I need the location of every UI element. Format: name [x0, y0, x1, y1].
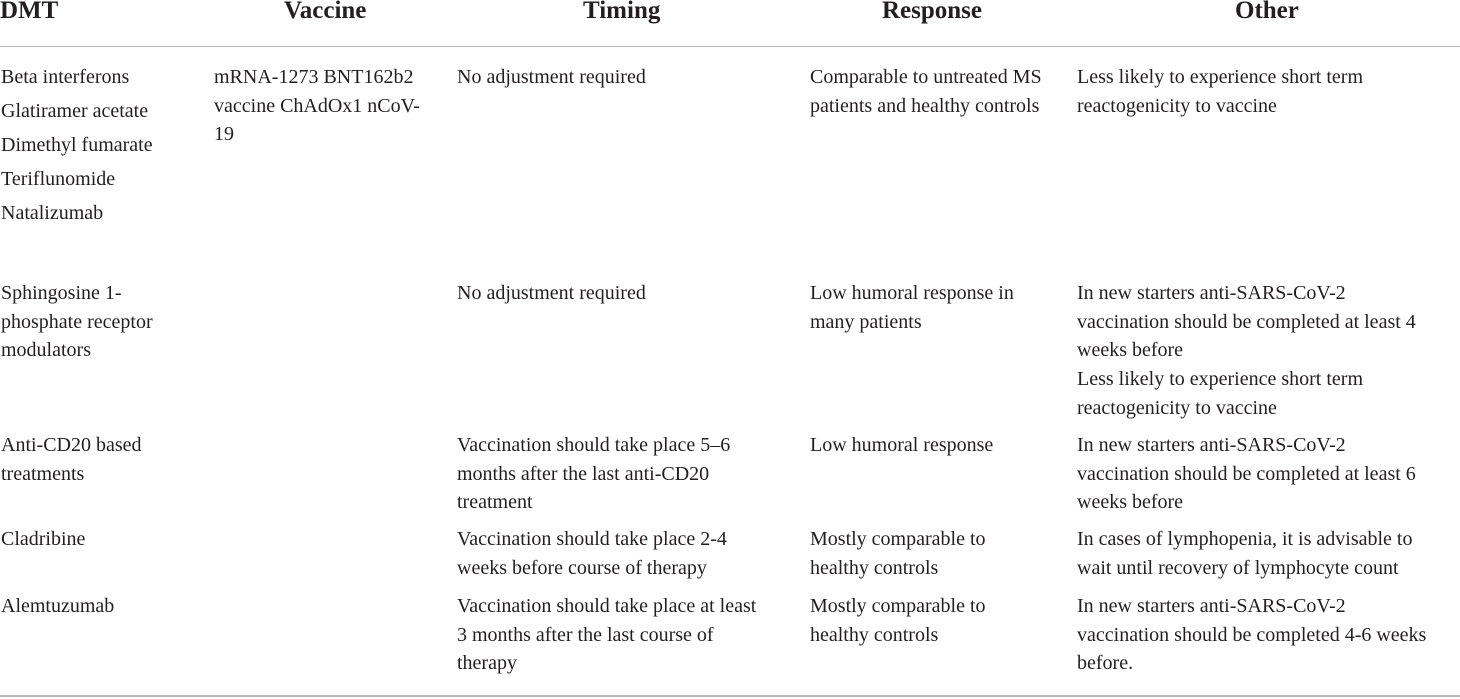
header-response: Response: [882, 0, 983, 24]
response-line: Comparable to untreated MS: [810, 66, 1042, 88]
other-line: before.: [1077, 652, 1134, 675]
header-timing: Timing: [583, 0, 661, 24]
timing-line: therapy: [457, 652, 517, 675]
response-line: patients and healthy controls: [810, 94, 1040, 117]
header-dmt: DMT: [0, 0, 59, 24]
row2-response-cell: [810, 279, 1014, 336]
other-line: weeks before: [1077, 491, 1184, 514]
timing-line: No adjustment required: [457, 282, 646, 304]
row3-timing-cell: [457, 431, 730, 517]
timing-line: months after the last anti-CD20: [457, 462, 710, 485]
row2-other-cell: [1077, 279, 1416, 423]
timing-line: No adjustment required: [457, 66, 646, 88]
row3-dmt-cell: [1, 431, 142, 488]
dmt-line: modulators: [1, 339, 91, 362]
dmt-line: Cladribine: [1, 528, 86, 550]
vaccine-line: 19: [214, 123, 234, 146]
dmt-name: Teriflunomide: [1, 168, 116, 190]
row1-response-cell: [810, 63, 1042, 120]
timing-line: treatment: [457, 491, 533, 514]
dmt-name: Natalizumab: [1, 202, 104, 224]
table-bottom-rule: [0, 695, 1460, 697]
other-line: Less likely to experience short term: [1077, 368, 1364, 391]
row5-timing-cell: [457, 592, 756, 678]
timing-line: weeks before course of therapy: [457, 556, 707, 579]
timing-line: Vaccination should take place 2-4: [457, 528, 727, 550]
other-line: Less likely to experience short term: [1077, 66, 1364, 88]
response-line: healthy controls: [810, 556, 939, 579]
row4-timing-cell: [457, 525, 727, 582]
other-line: weeks before: [1077, 339, 1184, 362]
timing-line: Vaccination should take place at least: [457, 595, 757, 617]
dmt-line: treatments: [1, 462, 85, 485]
dmt-line: Sphingosine 1-: [1, 282, 122, 304]
response-line: healthy controls: [810, 623, 939, 646]
header-rule: [0, 46, 1460, 47]
other-line: In new starters anti-SARS-CoV-2: [1077, 282, 1346, 304]
row1-vaccine-cell: [214, 63, 420, 149]
row5-dmt-cell: [1, 592, 114, 621]
row3-other-cell: [1077, 431, 1416, 517]
dmt-name: Dimethyl fumarate: [1, 134, 153, 156]
row4-other-cell: [1077, 525, 1412, 582]
row4-dmt-cell: [1, 525, 85, 554]
vaccine-line: mRNA-1273 BNT162b2: [214, 66, 414, 88]
header-vaccine: Vaccine: [284, 0, 367, 24]
vaccine-line: vaccine ChAdOx1 nCoV-: [214, 94, 420, 117]
response-line: Low humoral response in: [810, 282, 1014, 304]
other-line: reactogenicity to vaccine: [1077, 396, 1277, 419]
other-line: In new starters anti-SARS-CoV-2: [1077, 434, 1346, 456]
other-line: In new starters anti-SARS-CoV-2: [1077, 595, 1346, 617]
other-line: vaccination should be completed 4-6 weeks: [1077, 623, 1427, 646]
response-line: Mostly comparable to: [810, 595, 986, 617]
response-line: Mostly comparable to: [810, 528, 986, 550]
response-line: many patients: [810, 310, 922, 333]
header-other: Other: [1235, 0, 1299, 24]
dmt-line: Alemtuzumab: [1, 595, 115, 617]
dmt-line: phosphate receptor: [1, 310, 153, 333]
other-line: vaccination should be completed at least 6: [1077, 462, 1416, 485]
dmt-name: Glatiramer acetate: [1, 100, 149, 122]
row2-timing-cell: [457, 279, 646, 308]
other-line: In cases of lymphopenia, it is advisable to: [1077, 528, 1413, 550]
row1-other-cell: [1077, 63, 1363, 120]
other-line: reactogenicity to vaccine: [1077, 94, 1277, 117]
other-line: wait until recovery of lymphocyte count: [1077, 556, 1399, 579]
row2-dmt-cell: [1, 279, 153, 365]
row1-timing-cell: [457, 63, 646, 92]
row5-response-cell: [810, 592, 986, 649]
timing-line: Vaccination should take place 5–6: [457, 434, 731, 456]
response-line: Low humoral response: [810, 434, 994, 456]
other-line: vaccination should be completed at least 4: [1077, 310, 1416, 333]
row4-response-cell: [810, 525, 986, 582]
row1-dmt-cell: [1, 60, 153, 230]
dmt-name: Beta interferons: [1, 66, 130, 88]
timing-line: 3 months after the last course of: [457, 623, 714, 646]
row5-other-cell: [1077, 592, 1426, 678]
row3-response-cell: [810, 431, 993, 460]
dmt-line: Anti-CD20 based: [1, 434, 142, 456]
